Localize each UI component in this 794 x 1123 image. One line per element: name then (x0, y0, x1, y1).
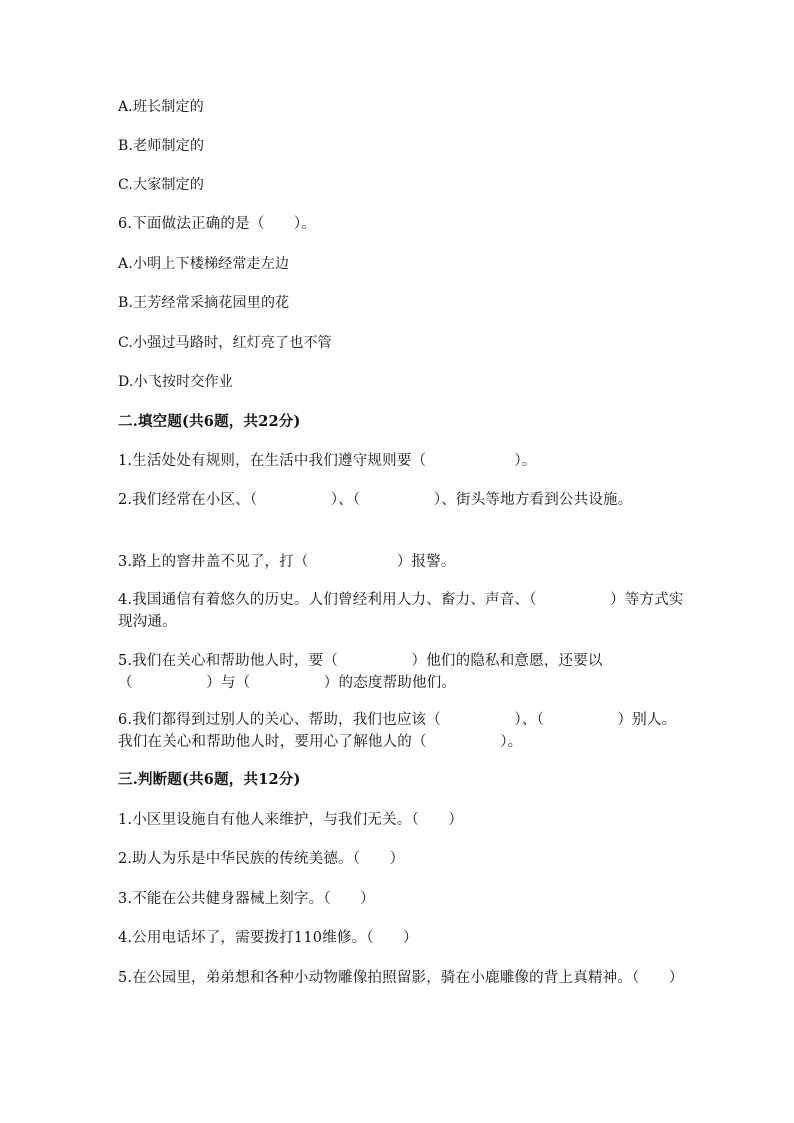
q5-option-a: A.班长制定的 (118, 99, 204, 115)
q6-option-b: B.王芳经常采摘花园里的花 (118, 295, 290, 311)
judge-item-5: 5.在公园里，弟弟想和各种小动物雕像拍照留影，骑在小鹿雕像的背上真精神。（ ） (118, 970, 684, 986)
fill-item-5: 5.我们在关心和帮助他人时，要（ ）他们的隐私和意愿，还要以（ ）与（ ）的态度帮助他们。 (118, 653, 603, 691)
q6-option-c: C.小强过马路时，红灯亮了也不管 (118, 335, 332, 351)
q6-stem: 6.下面做法正确的是（ ）。 (118, 216, 317, 232)
section3-title: 三.判断题(共6题，共12分) (118, 771, 301, 788)
q6-option-a: A.小明上下楼梯经常走左边 (118, 256, 290, 272)
q5-option-c: C.大家制定的 (118, 177, 205, 193)
judge-item-4: 4.公用电话坏了，需要拨打110维修。（ ） (118, 930, 418, 946)
judge-item-1: 1.小区里设施自有他人来维护，与我们无关。（ ） (118, 812, 464, 828)
judge-item-3: 3.不能在公共健身器械上刻字。（ ） (118, 891, 375, 907)
fill-item-3: 3.路上的窨井盖不见了，打（ ）报警。 (118, 554, 456, 570)
fill-item-1: 1.生活处处有规则，在生活中我们遵守规则要（ ）。 (118, 453, 537, 469)
q6-option-d: D.小飞按时交作业 (118, 374, 233, 390)
section2-title: 二.填空题(共6题，共22分) (118, 413, 301, 430)
fill-item-2: 2.我们经常在小区、（ ）、（ ）、街头等地方看到公共设施。 (118, 492, 633, 508)
q5-option-b: B.老师制定的 (118, 138, 205, 154)
judge-item-2: 2.助人为乐是中华民族的传统美德。（ ） (118, 851, 405, 867)
fill-item-4: 4.我国通信有着悠久的历史。人们曾经利用人力、畜力、声音、（ ）等方式实现沟通。 (118, 592, 684, 630)
fill-item-6: 6.我们都得到过别人的关心、帮助，我们也应该（ ）、（ ）别人。我们在关心和帮助他人时，要用心了解他人的（ ）。 (118, 712, 677, 750)
